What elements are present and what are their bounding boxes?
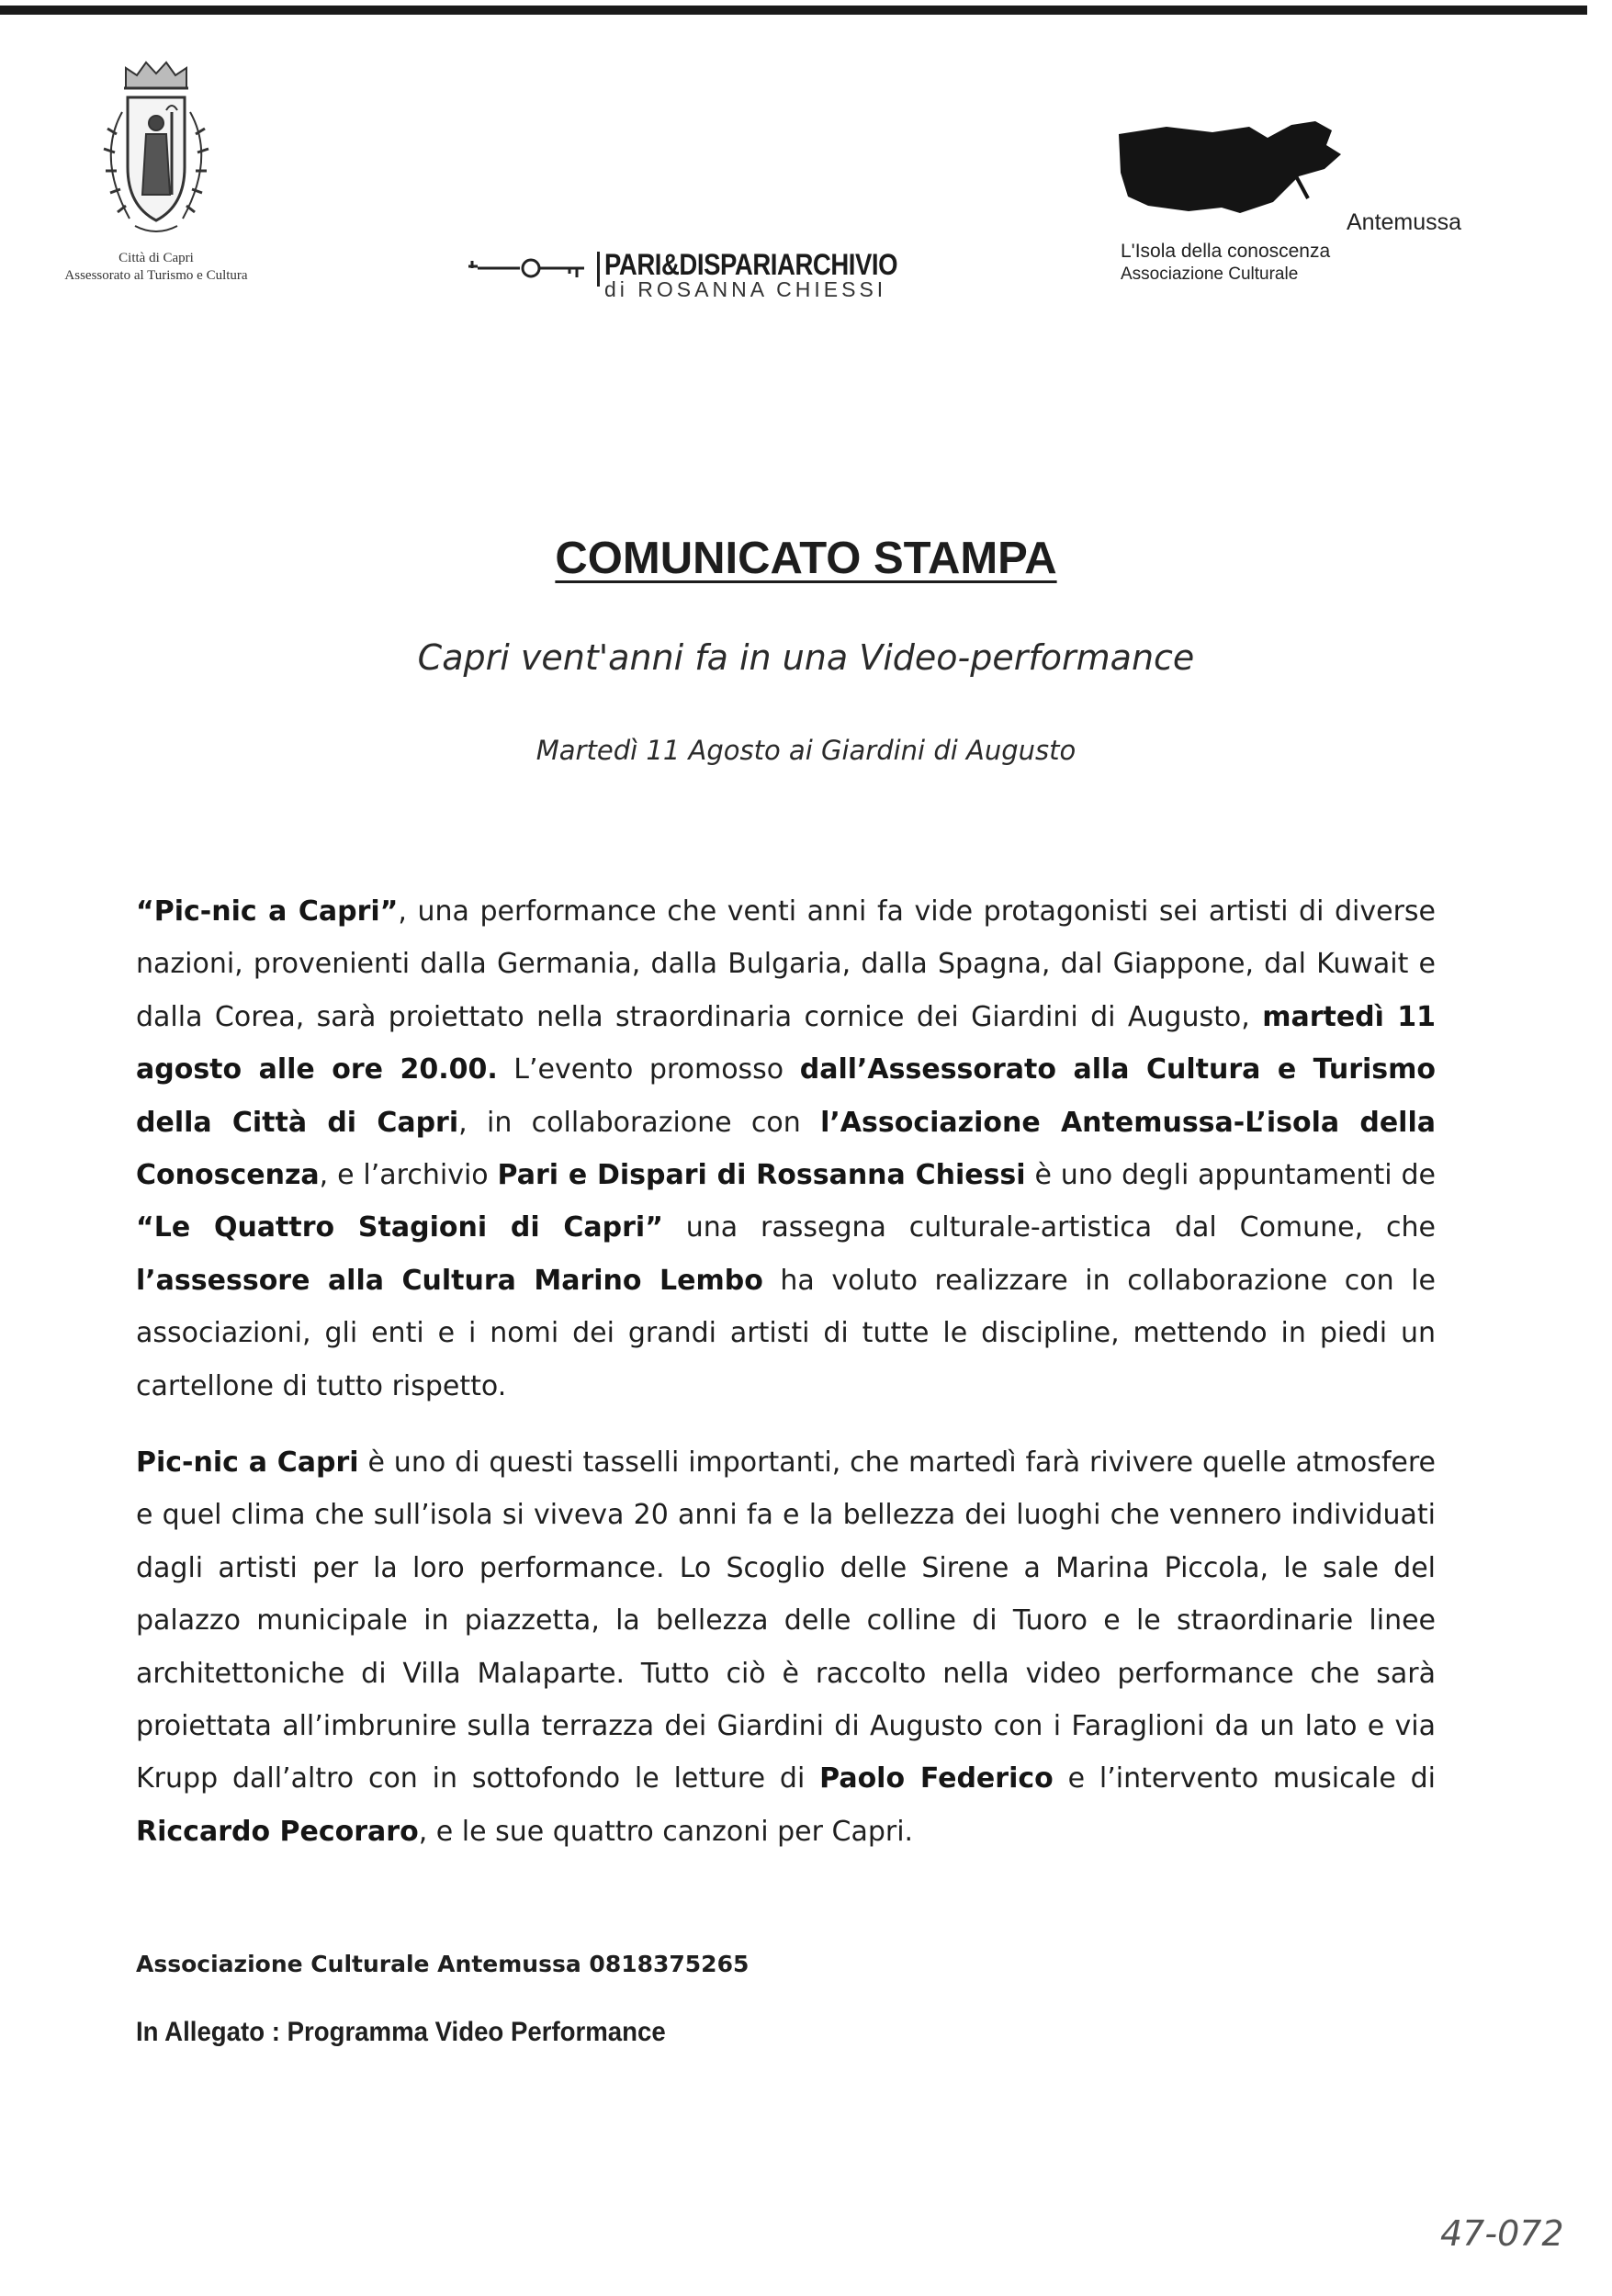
body-paragraph-1 [136, 885, 1436, 1412]
text-run: e l’intervento musicale di [1053, 1762, 1437, 1795]
text-run: è uno di questi tasselli importanti, che martedì farà rivivere quelle atmosfere e quel clima che sull’isola si viveva 20 anni fa e la bellezza dei luoghi che vennero individuati dagli artisti per la loro performance. Lo Scoglio delle Sirene a Marina Piccola, le sale del palazzo municipale in piazzetta, la bellezza delle colline di Tuoro e le straordinarie linee architettoniche di Villa Malaparte. Tutto ciò è raccolto nella video performance che sarà proiettata all’imbrunire sulla terrazza dei Giardini di Augusto con i Faraglioni da un lato e via Krupp dall’altro con in sottofondo le letture di [136, 1446, 1437, 1795]
text-run: , una performance che venti anni fa vide protagonisti sei artisti di diverse nazioni, provenienti dalla Germania, dalla Bulgaria, dalla Spagna, dal Giappone, dal Kuwait e dalla Corea, sarà proiettato nella straordinaria cornice dei Giardini di Augusto, [136, 895, 1436, 1033]
antemussa-logo [1111, 118, 1525, 301]
bold-text-run: Riccardo Pecoraro [136, 1815, 419, 1848]
bold-text-run: Paolo Federico [819, 1762, 1054, 1795]
text-run: , e le sue quattro canzoni per Capri. [418, 1815, 914, 1848]
bold-text-run: Pari e Dispari di Rossanna Chiessi [497, 1159, 1026, 1192]
city-department: Assessorato al Turismo e Cultura [64, 268, 248, 283]
association-tagline: L'Isola della conoscenza [1121, 241, 1331, 262]
association-type: Associazione Culturale [1121, 264, 1299, 284]
coat-of-arms-icon [69, 57, 243, 250]
association-name: Antemussa [1347, 209, 1462, 235]
text-run: è uno degli appuntamenti de [1025, 1159, 1436, 1192]
event-dateline: Martedì 11 Agosto ai Giardini di Augusto [535, 735, 1077, 766]
bold-text-run: “Pic-nic a Capri” [136, 895, 399, 928]
pari-dispari-logo [467, 246, 944, 310]
bold-text-run: l’assessore alla Cultura Marino Lembo [136, 1264, 763, 1297]
key-icon [467, 255, 595, 283]
handwritten-archive-number: 47-072 [1440, 2213, 1564, 2254]
top-rule [0, 6, 1587, 15]
bold-text-run: martedì 11 agosto alle ore 20.00. [136, 1000, 1437, 1086]
body-paragraph-2 [136, 1436, 1436, 1858]
text-run: , in collaborazione con [458, 1106, 821, 1139]
logo-divider [597, 252, 600, 287]
bold-text-run: Pic-nic a Capri [136, 1446, 359, 1479]
island-silhouette-icon [1111, 118, 1359, 228]
archive-title: PARI&DISPARIARCHIVIO [604, 248, 898, 281]
bold-text-run: l’Associazione Antemussa-L’isola della Conoscenza [136, 1106, 1436, 1192]
bold-text-run: dall’Assessorato alla Cultura e Turismo della Città di Capri [136, 1053, 1436, 1139]
page-title-text: COMUNICATO STAMPA [555, 534, 1057, 583]
text-run: una rassegna culturale-artistica dal Comune, che [662, 1211, 1436, 1244]
contact-line: Associazione Culturale Antemussa 0818375265 [136, 1951, 750, 1977]
city-name: Città di Capri [118, 251, 194, 265]
text-run: L’evento promosso [497, 1053, 800, 1086]
attachment-line: In Allegato : Programma Video Performance [136, 2017, 666, 2047]
text-run: , e l’archivio [319, 1159, 498, 1192]
page-subtitle: Capri vent'anni fa in una Video-performance [417, 637, 1195, 678]
page-title [0, 533, 1612, 584]
archive-subtitle: di ROSANNA CHIESSI [604, 277, 887, 301]
capri-city-logo [28, 57, 285, 285]
text-run: ha voluto realizzare in collaborazione con le associazioni, gli enti e i nomi dei grandi artisti di tutte le discipline, mettendo in piedi un cartellone di tutto rispetto. [136, 1264, 1436, 1402]
bold-text-run: “Le Quattro Stagioni di Capri” [136, 1211, 663, 1244]
